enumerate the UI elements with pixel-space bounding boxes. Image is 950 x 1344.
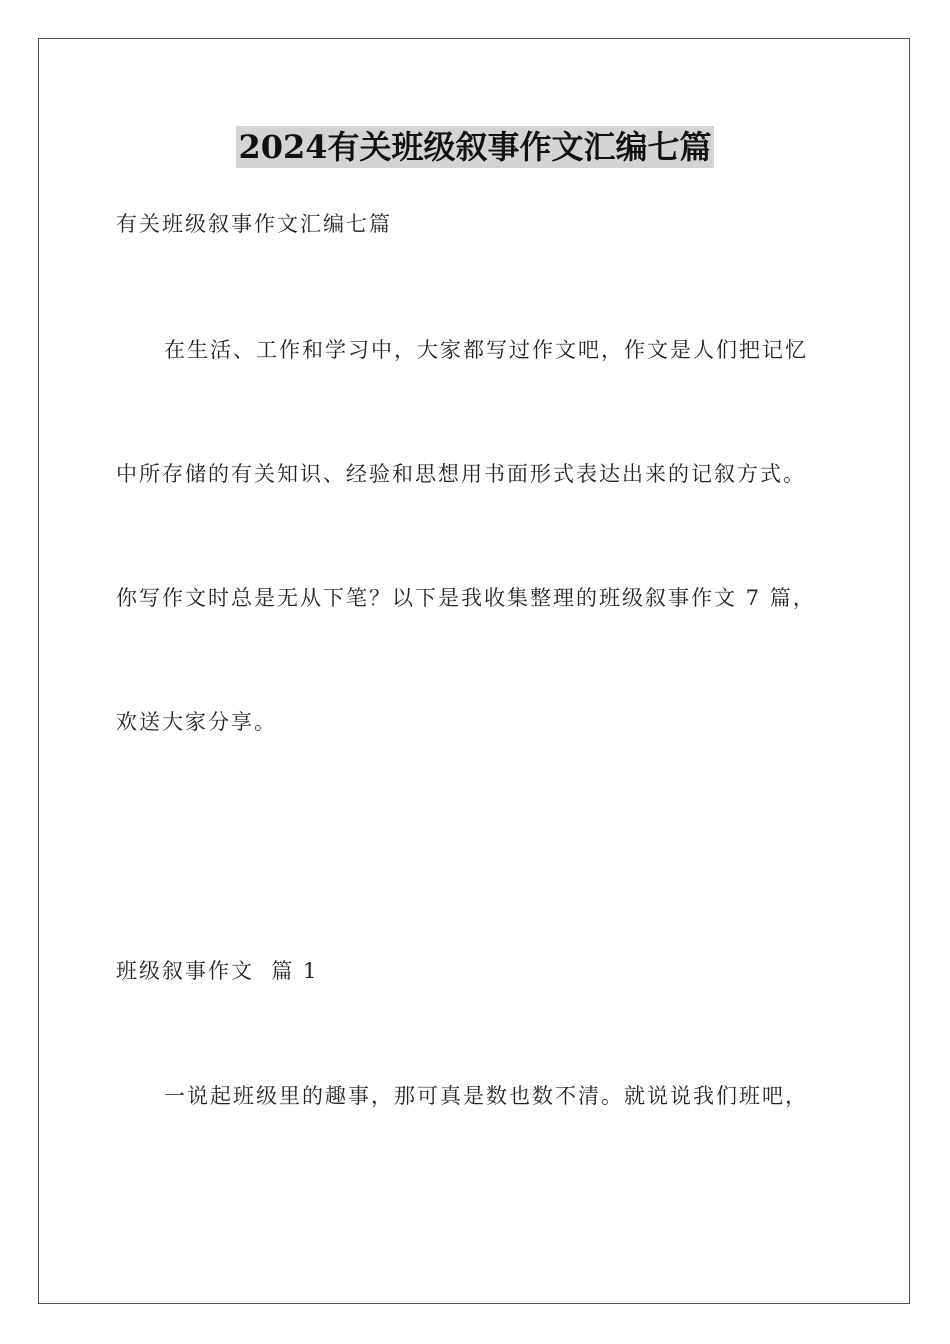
title-container bbox=[0, 126, 950, 168]
intro-line-3: 你写作文时总是无从下笔？以下是我收集整理的班级叙事作文 7 篇， bbox=[116, 586, 816, 610]
intro-line-2: 中所存储的有关知识、经验和思想用书面形式表达出来的记叙方式。 bbox=[116, 462, 806, 486]
intro-line-4: 欢送大家分享。 bbox=[116, 710, 277, 734]
section-heading: 班级叙事作文 篇 1 bbox=[116, 959, 319, 983]
section-line-1: 一说起班级里的趣事，那可真是数也数不清。就说说我们班吧， bbox=[164, 1084, 808, 1108]
document-subtitle: 有关班级叙事作文汇编七篇 bbox=[116, 212, 392, 236]
intro-line-1: 在生活、工作和学习中，大家都写过作文吧，作文是人们把记忆 bbox=[164, 338, 808, 362]
document-title: 2024有关班级叙事作文汇编七篇 bbox=[238, 128, 712, 166]
